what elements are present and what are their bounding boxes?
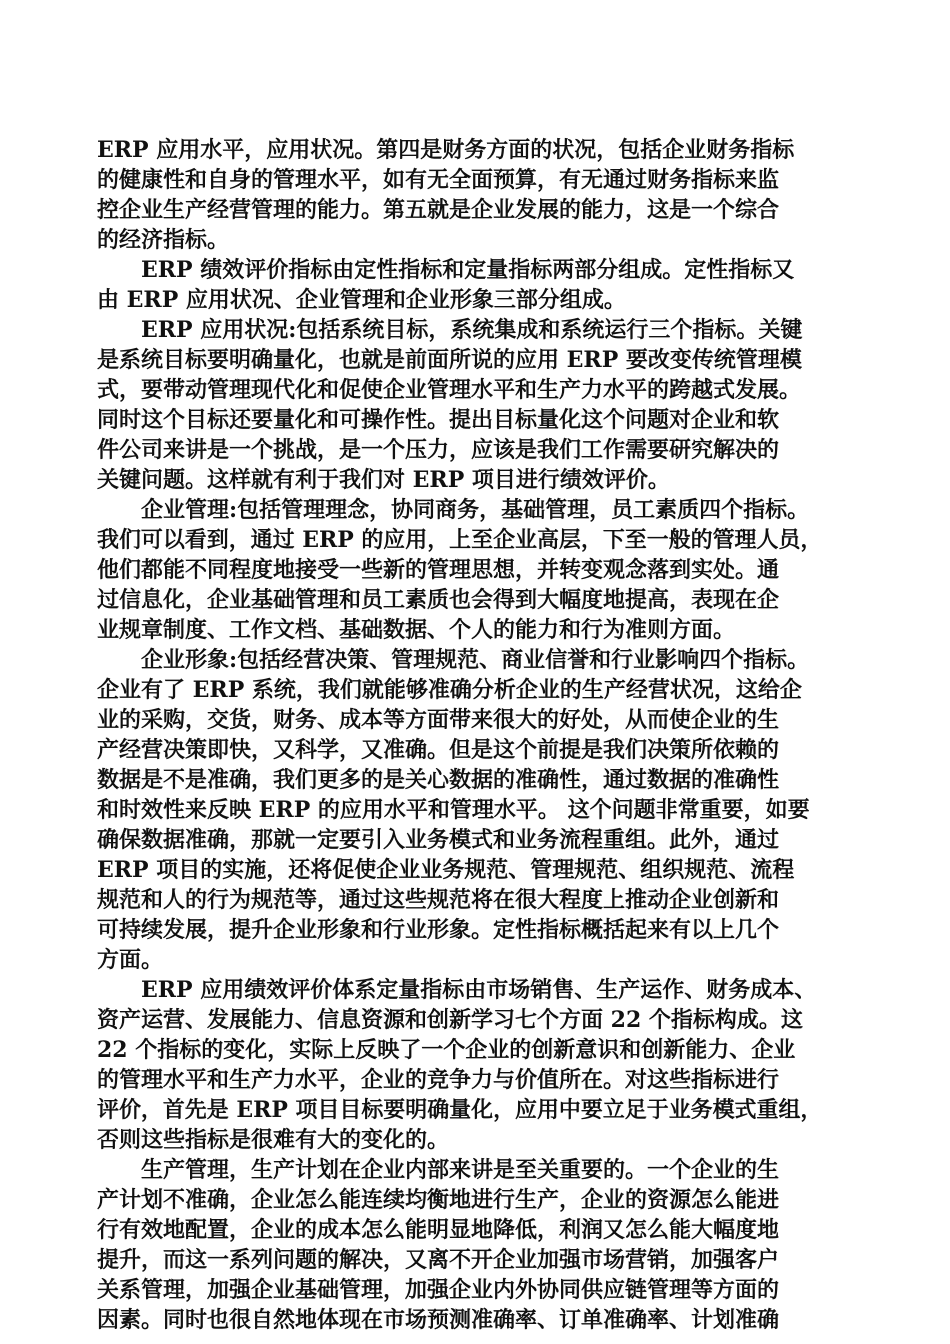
text-line: 的管理水平和生产力水平，企业的竞争力与价值所在。对这些指标进行 [97, 1067, 780, 1093]
paragraph-first-line: ERP 应用状况:包括系统目标，系统集成和系统运行三个指标。关键 [141, 317, 803, 343]
text-line: ERP 项目的实施，还将促使企业业务规范、管理规范、组织规范、流程 [97, 857, 795, 883]
document-body [97, 135, 822, 1335]
text-line: 企业有了 ERP 系统，我们就能够准确分析企业的生产经营状况，这给企 [97, 677, 802, 703]
text-line: 是系统目标要明确量化，也就是前面所说的应用 ERP 要改变传统管理模 [97, 347, 802, 373]
text-line: 数据是不是准确，我们更多的是关心数据的准确性，通过数据的准确性 [97, 767, 780, 793]
text-line: 我们可以看到，通过 ERP 的应用，上至企业高层，下至一般的管理人员， [97, 527, 823, 553]
text-line: 因素。同时也很自然地体现在市场预测准确率、订单准确率、计划准确 [97, 1307, 780, 1333]
text-line: 过信息化，企业基础管理和员工素质也会得到大幅度地提高，表现在企 [97, 587, 780, 613]
text-line: 可持续发展，提升企业形象和行业形象。定性指标概括起来有以上几个 [97, 917, 780, 943]
paragraph-first-line: 企业管理:包括管理理念，协同商务，基础管理，员工素质四个指标。 [141, 497, 810, 523]
text-line: 和时效性来反映 ERP 的应用水平和管理水平。 这个问题非常重要，如要 [97, 797, 810, 823]
text-line: 行有效地配置，企业的成本怎么能明显地降低，利润又怎么能大幅度地 [97, 1217, 780, 1243]
text-line: 的健康性和自身的管理水平，如有无全面预算，有无通过财务指标来监 [97, 167, 780, 193]
text-line: 否则这些指标是很难有大的变化的。 [97, 1127, 450, 1153]
text-line: 式，要带动管理现代化和促使企业管理水平和生产力水平的跨越式发展。 [97, 377, 802, 403]
paragraph-first-line: 企业形象:包括经营决策、管理规范、商业信誉和行业影响四个指标。 [141, 647, 810, 673]
paragraph-first-line: 生产管理，生产计划在企业内部来讲是至关重要的。一个企业的生 [141, 1157, 780, 1183]
text-line: 由 ERP 应用状况、企业管理和企业形象三部分组成。 [97, 287, 626, 313]
text-line: 同时这个目标还要量化和可操作性。提出目标量化这个问题对企业和软 [97, 407, 780, 433]
text-line: 方面。 [97, 947, 164, 973]
text-line: 他们都能不同程度地接受一些新的管理思想，并转变观念落到实处。通 [97, 557, 780, 583]
text-line: 产经营决策即快，又科学，又准确。但是这个前提是我们决策所依赖的 [97, 737, 780, 763]
text-line: 件公司来讲是一个挑战，是一个压力，应该是我们工作需要研究解决的 [97, 437, 780, 463]
text-line: 评价，首先是 ERP 项目目标要明确量化，应用中要立足于业务模式重组， [97, 1097, 823, 1123]
text-line: 资产运营、发展能力、信息资源和创新学习七个方面 22 个指标构成。这 [97, 1007, 803, 1033]
paragraph-first-line: ERP 绩效评价指标由定性指标和定量指标两部分组成。定性指标又 [141, 257, 795, 283]
text-line: 控企业生产经营管理的能力。第五就是企业发展的能力，这是一个综合 [97, 197, 780, 223]
text-line: 业的采购，交货，财务、成本等方面带来很大的好处，从而使企业的生 [97, 707, 780, 733]
text-line: 业规章制度、工作文档、基础数据、个人的能力和行为准则方面。 [97, 617, 736, 643]
paragraph-first-line: ERP 应用绩效评价体系定量指标由市场销售、生产运作、财务成本、 [141, 977, 817, 1003]
text-line: 关系管理，加强企业基础管理，加强企业内外协同供应链管理等方面的 [97, 1277, 780, 1303]
text-line: 提升，而这一系列问题的解决，又离不开企业加强市场营销，加强客户 [97, 1247, 780, 1273]
text-line: 22 个指标的变化，实际上反映了一个企业的创新意识和创新能力、企业 [97, 1037, 796, 1063]
text-line: 产计划不准确，企业怎么能连续均衡地进行生产，企业的资源怎么能进 [97, 1187, 780, 1213]
text-line: 确保数据准确，那就一定要引入业务模式和业务流程重组。此外，通过 [97, 827, 780, 853]
text-line: ERP 应用水平，应用状况。第四是财务方面的状况，包括企业财务指标 [97, 137, 795, 163]
text-line: 规范和人的行为规范等，通过这些规范将在很大程度上推动企业创新和 [97, 887, 780, 913]
text-line: 关键问题。这样就有利于我们对 ERP 项目进行绩效评价。 [97, 467, 670, 493]
text-line: 的经济指标。 [97, 227, 230, 253]
